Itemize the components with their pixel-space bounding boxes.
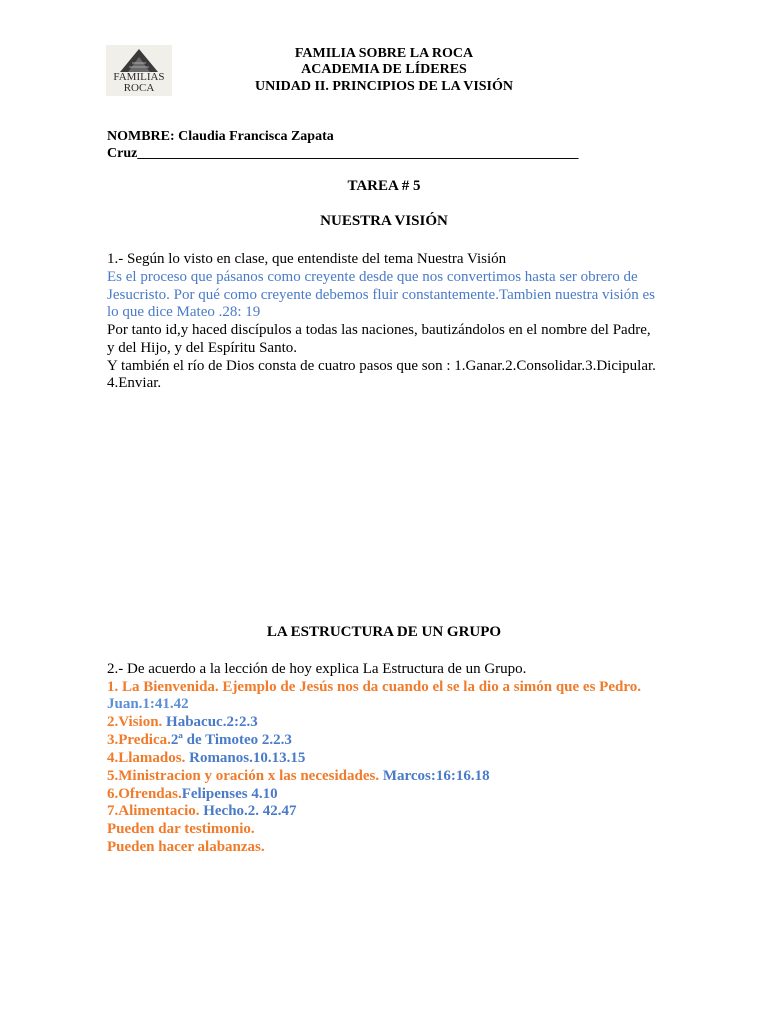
item-text: 3.Predica. [107, 732, 171, 748]
section1-question: 1.- Según lo visto en clase, que entendiste del tema Nuestra Visión [107, 251, 507, 267]
item-text: 4.Llamados. [107, 750, 190, 766]
list-item [107, 678, 641, 696]
section2-question: 2.- De acuerdo a la lección de hoy explica La Estructura de un Grupo. [107, 661, 527, 677]
item-text: 6.Ofrendas. [107, 786, 182, 802]
list-item [107, 838, 265, 856]
item-text: 1. La Bienvenida. Ejemplo de Jesús nos da cuando el se la dio a simón que es Pedro. [107, 679, 641, 695]
answer-line: Y también el río de Dios consta de cuatro pasos que son : 1.Ganar.2.Consolidar.3.Dicipular. [107, 358, 656, 374]
item-ref: 2ª de Timoteo 2.2.3 [170, 732, 292, 748]
item-text: Pueden dar testimonio. [107, 821, 255, 837]
answer-line: Es el proceso que pásanos como creyente desde que nos convertimos hasta ser obrero de [107, 269, 638, 285]
item-ref: Marcos:16:16.18 [382, 768, 490, 784]
answer-line: lo que dice Mateo .28: 19 [107, 304, 261, 320]
list-item [107, 802, 297, 820]
header-unit: UNIDAD II. PRINCIPIOS DE LA VISIÓN [254, 79, 513, 94]
list-item [107, 731, 292, 749]
logo-text-familias: FAMILIAS [113, 71, 165, 83]
logo-text-roca: ROCA [123, 82, 155, 94]
answer-line: Jesucristo. Por qué como creyente debemos fluir constantemente.Tambien nuestra visión es [107, 287, 655, 303]
item-text: Pueden hacer alabanzas. [107, 839, 265, 855]
item-ref: Juan.1:41.42 [107, 696, 189, 712]
answer-line: y del Hijo, y del Espíritu Santo. [107, 340, 297, 356]
student-name-cont: Cruz_______________________________________________________________ [107, 146, 579, 161]
header-academy: ACADEMIA DE LÍDERES [301, 62, 467, 77]
section1-title: NUESTRA VISIÓN [320, 213, 448, 229]
list-item [107, 785, 278, 803]
assignment-title: TAREA # 5 [347, 178, 421, 194]
item-ref: Hecho.2. 42.47 [203, 803, 297, 819]
student-name: NOMBRE: Claudia Francisca Zapata [107, 129, 334, 144]
header-org: FAMILIA SOBRE LA ROCA [294, 46, 474, 61]
list-item [107, 767, 490, 785]
list-item [107, 820, 255, 838]
item-ref: Felipenses 4.10 [181, 786, 278, 802]
item-ref: Romanos.10.13.15 [189, 750, 306, 766]
section2-title: LA ESTRUCTURA DE UN GRUPO [266, 624, 502, 640]
item-text: 2.Vision. [107, 714, 167, 730]
answer-line: 4.Enviar. [107, 375, 162, 391]
answer-line: Por tanto id,y haced discípulos a todas las naciones, bautizándolos en el nombre del Padre, [107, 322, 651, 338]
item-ref: Habacuc.2:2.3 [166, 714, 258, 730]
item-text: 5.Ministracion y oración x las necesidades. [107, 768, 383, 784]
item-text: 7.Alimentacio. [107, 803, 204, 819]
list-item [107, 695, 189, 713]
list-item [107, 749, 305, 767]
list-item [107, 713, 258, 731]
